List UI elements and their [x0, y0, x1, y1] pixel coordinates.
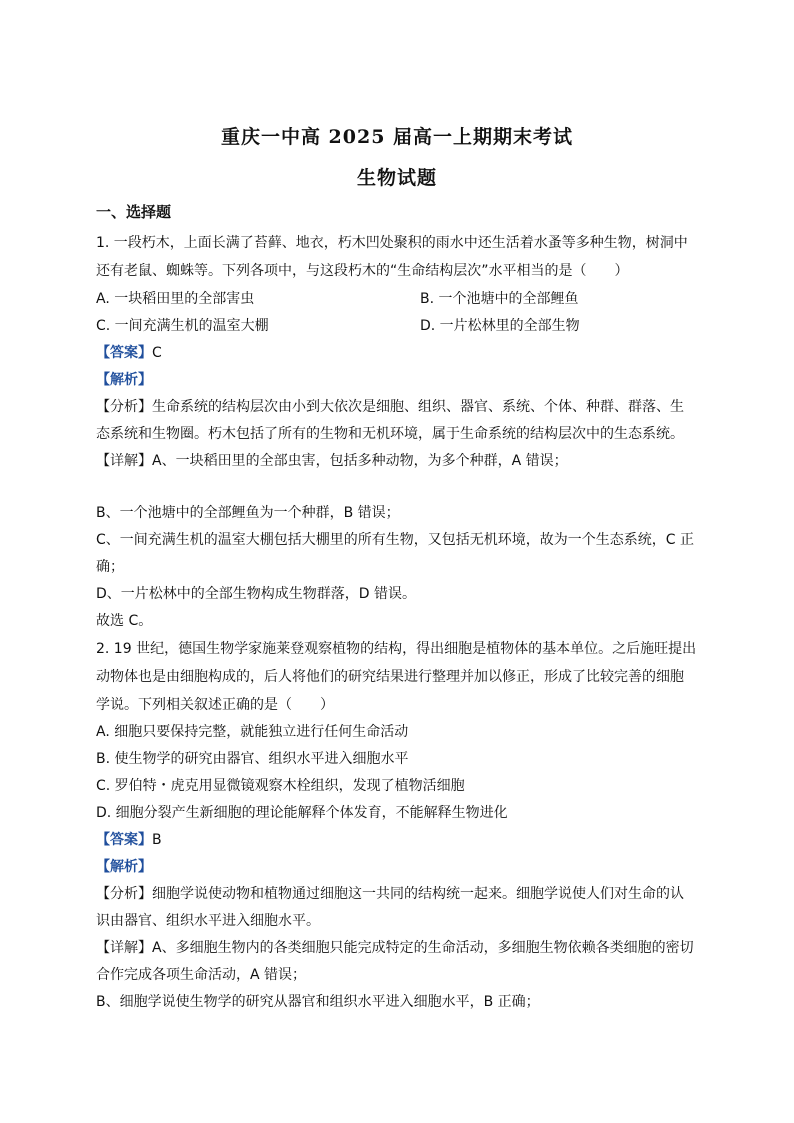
- q2-line-b: B、细胞学说使生物学的研究从器官和组织水平进入细胞水平，B 正确；: [96, 994, 540, 1010]
- q2-option-c: C. 罗伯特・虎克用显微镜观察木栓组织，发现了植物活细胞: [96, 778, 465, 794]
- answer-value: B: [152, 832, 162, 848]
- answer-tag: 【答案】: [96, 345, 152, 361]
- q2-option-a: A. 细胞只要保持完整，就能独立进行任何生命活动: [96, 724, 409, 740]
- q2-stem-line2: 动物体也是由细胞构成的，后人将他们的研究结果进行整理并加以修正，形成了比较完善的细胞: [96, 669, 684, 685]
- q2-option-d: D. 细胞分裂产生新细胞的理论能解释个体发育，不能解释生物进化: [96, 805, 508, 821]
- q2-fenxi-line1: [96, 885, 698, 903]
- q1-option-b: B. 一个池塘中的全部鲤鱼: [420, 291, 579, 307]
- xiangjie-tag: 【详解】: [96, 453, 152, 469]
- q2-xiangjie-line1: [96, 939, 698, 957]
- exam-title: 重庆一中高 2025 届高一上期期末考试: [220, 126, 574, 148]
- fenxi-tag: 【分析】: [96, 886, 152, 902]
- answer-tag: 【答案】: [96, 832, 152, 848]
- q1-answer: [96, 344, 698, 362]
- fenxi-text: 生命系统的结构层次由小到大依次是细胞、组织、器官、系统、个体、种群、群落、生: [152, 399, 684, 415]
- q1-option-a: A. 一块稻田里的全部害虫: [96, 291, 255, 307]
- q2-analysis: [96, 858, 698, 876]
- q1-analysis: [96, 371, 698, 389]
- q1-fenxi-line1: [96, 398, 698, 416]
- q2-fenxi-line2: 识由器官、组织水平进入细胞水平。: [96, 913, 320, 929]
- section-heading: 一、选择题: [96, 203, 172, 221]
- xiangjie-tag: 【详解】: [96, 940, 152, 956]
- q2-option-b: B. 使生物学的研究由器官、组织水平进入细胞水平: [96, 751, 409, 767]
- q2-xiangjie-line2: 合作完成各项生命活动，A 错误；: [96, 967, 307, 983]
- q1-line-d: D、一片松林中的全部生物构成生物群落，D 错误。: [96, 586, 417, 602]
- q1-fenxi-line2: 态系统和生物圈。朽木包括了所有的生物和无机环境，属于生命系统的结构层次中的生态系统。: [96, 426, 684, 442]
- q1-stem-line2: 还有老鼠、蜘蛛等。下列各项中，与这段朽木的“生命结构层次”水平相当的是（ ）: [96, 263, 629, 279]
- q1-line-b: B、一个池塘中的全部鲤鱼为一个种群，B 错误；: [96, 505, 400, 521]
- xiangjie-text: A、多细胞生物内的各类细胞只能完成特定的生命活动，多细胞生物依赖各类细胞的密切: [152, 940, 694, 956]
- q2-answer: [96, 831, 698, 849]
- q2-stem-line1: 2. 19 世纪，德国生物学家施莱登观察植物的结构，得出细胞是植物体的基本单位。之后施旺提出: [96, 641, 697, 657]
- q2-stem-line3: 学说。下列相关叙述正确的是（ ）: [96, 697, 334, 713]
- q1-stem-line1: 1. 一段朽木，上面长满了苔藓、地衣，朽木凹处聚积的雨水中还生活着水蚤等多种生物，树洞中: [96, 235, 688, 251]
- q1-xiangjie-line1: [96, 452, 698, 470]
- fenxi-tag: 【分析】: [96, 399, 152, 415]
- q1-option-d: D. 一片松林里的全部生物: [420, 318, 580, 334]
- q1-line-c1: C、一间充满生机的温室大棚包括大棚里的所有生物，又包括无机环境，故为一个生态系统，C 正: [96, 532, 694, 548]
- analysis-tag: 【解析】: [96, 859, 152, 875]
- q1-option-c: C. 一间充满生机的温室大棚: [96, 318, 269, 334]
- analysis-tag: 【解析】: [96, 372, 152, 388]
- answer-value: C: [152, 345, 162, 361]
- fenxi-text: 细胞学说使动物和植物通过细胞这一共同的结构统一起来。细胞学说使人们对生命的认: [152, 886, 684, 902]
- exam-subtitle: 生物试题: [356, 167, 437, 189]
- q1-conclusion: 故选 C。: [96, 613, 153, 629]
- xiangjie-text: A、一块稻田里的全部虫害，包括多种动物，为多个种群，A 错误；: [152, 453, 568, 469]
- q1-line-c2: 确；: [96, 559, 124, 575]
